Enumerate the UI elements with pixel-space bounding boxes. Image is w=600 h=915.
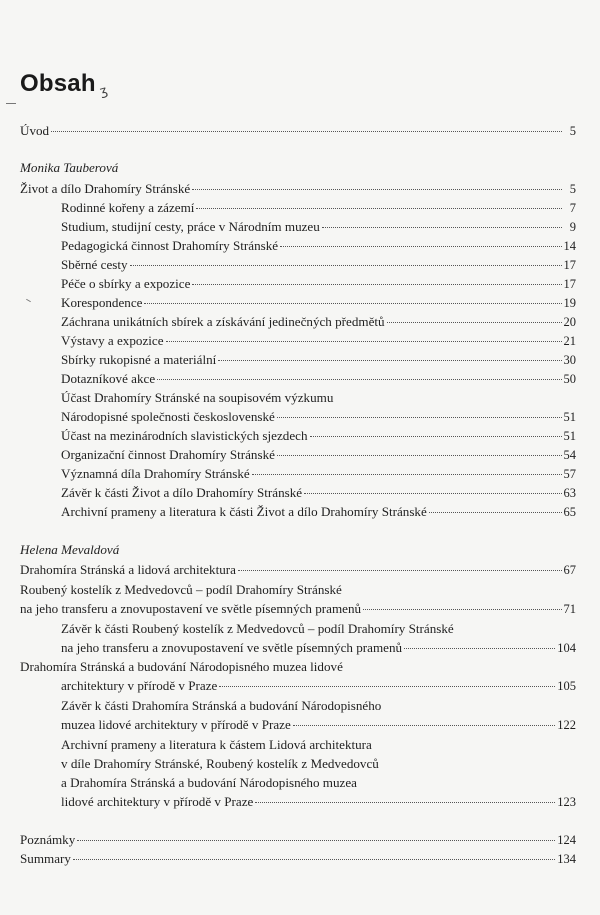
dot-leader xyxy=(77,839,555,841)
toc-entry-title: Záchrana unikátních sbírek a získávání jedinečných předmětů xyxy=(61,314,385,329)
dot-leader xyxy=(196,207,562,209)
toc-entry-title: Poznámky xyxy=(20,832,76,847)
toc-entry-page: 9 xyxy=(569,220,576,234)
toc-entry[interactable] xyxy=(61,408,576,426)
toc-entry-line: Roubený kostelík z Medvedovců – podíl Drahomíry Stránské xyxy=(20,582,342,597)
toc-entry-page: 123 xyxy=(557,795,576,809)
toc-entry-title: Sběrné cesty xyxy=(61,257,128,272)
dot-leader xyxy=(322,226,562,228)
toc-entry[interactable] xyxy=(61,465,576,483)
toc-entry-title: Archivní prameny a literatura k části Život a dílo Drahomíry Stránské xyxy=(61,504,427,519)
toc-entry-page: 21 xyxy=(563,334,576,348)
dot-leader xyxy=(280,245,561,247)
toc-entry[interactable] xyxy=(61,370,576,388)
dot-leader xyxy=(387,321,562,323)
toc-entry-line: Závěr k části Roubený kostelík z Medvedovců – podíl Drahomíry Stránské xyxy=(61,621,454,636)
dot-leader xyxy=(73,858,555,860)
toc-entry[interactable] xyxy=(61,294,576,312)
dot-leader xyxy=(310,435,562,437)
toc-entry-title: Studium, studijní cesty, práce v Národním muzeu xyxy=(61,219,320,234)
author-name: Monika Tauberová xyxy=(20,160,119,175)
dot-leader xyxy=(404,647,555,649)
toc-entry[interactable] xyxy=(61,237,576,255)
toc-entry-part[interactable] xyxy=(20,561,576,579)
toc-entry-title: lidové architektury v přírodě v Praze xyxy=(61,794,254,809)
toc-entry-title: architektury v přírodě v Praze xyxy=(61,678,218,693)
toc-entry-title: Sbírky rukopisné a materiální xyxy=(61,352,217,367)
toc-entry-page: 17 xyxy=(563,258,576,272)
scan-speck xyxy=(26,299,31,302)
toc-entry-title: Drahomíra Stránská a lidová architektura xyxy=(20,562,236,577)
scan-speck xyxy=(6,103,16,104)
dot-leader xyxy=(166,340,562,342)
toc-entry-line: Závěr k části Drahomíra Stránská a budování Národopisného xyxy=(61,698,382,713)
dot-leader xyxy=(192,188,562,190)
toc-entry[interactable] xyxy=(61,218,576,236)
toc-entry-title: Závěr k části Život a dílo Drahomíry Stránské xyxy=(61,485,303,500)
toc-entry-line: Účast Drahomíry Stránské na soupisovém výzkumu xyxy=(61,390,334,405)
dot-leader xyxy=(252,473,562,475)
dot-leader xyxy=(304,492,561,494)
toc-entry[interactable] xyxy=(61,484,576,502)
toc-entry-title: Úvod xyxy=(20,123,50,138)
dot-leader xyxy=(363,608,561,610)
dot-leader xyxy=(130,264,562,266)
toc-entry-page: 71 xyxy=(563,602,576,616)
toc-entry-page: 54 xyxy=(563,448,576,462)
toc-entry[interactable] xyxy=(61,446,576,464)
dot-leader xyxy=(238,569,562,571)
toc-entry[interactable] xyxy=(20,600,576,618)
toc-entry-page: 57 xyxy=(563,467,576,481)
author-name: Helena Mevaldová xyxy=(20,542,120,557)
toc-entry-title: Život a dílo Drahomíry Stránské xyxy=(20,181,191,196)
toc-entry-page: 122 xyxy=(557,718,576,732)
toc-entry-page: 19 xyxy=(563,296,576,310)
toc-entry[interactable] xyxy=(61,313,576,331)
toc-entry-line: a Drahomíra Stránská a budování Národopisného muzea xyxy=(61,775,357,790)
toc-entry-uvod[interactable] xyxy=(20,122,576,140)
toc-entry[interactable] xyxy=(61,332,576,350)
pencil-mark: ʒ xyxy=(98,83,110,100)
dot-leader xyxy=(429,511,562,513)
dot-leader xyxy=(277,454,562,456)
toc-entry[interactable] xyxy=(61,677,576,695)
toc-entry-title: Rodinné kořeny a zázemí xyxy=(61,200,195,215)
toc-entry-summary[interactable] xyxy=(20,850,576,868)
toc-entry[interactable] xyxy=(61,256,576,274)
toc-entry-page: 30 xyxy=(563,353,576,367)
toc-entry-title: Summary xyxy=(20,851,71,866)
toc-entry[interactable] xyxy=(61,793,576,811)
toc-entry-title: Pedagogická činnost Drahomíry Stránské xyxy=(61,238,279,253)
toc-entry-page: 65 xyxy=(563,505,576,519)
page-title: Obsah xyxy=(20,70,96,97)
toc-entry-page: 67 xyxy=(563,563,576,577)
toc-entry-part[interactable] xyxy=(20,180,576,198)
toc-entry-title: Organizační činnost Drahomíry Stránské xyxy=(61,447,275,462)
dot-leader xyxy=(192,283,561,285)
toc-entry-title: muzea lidové architektury v přírodě v Praze xyxy=(61,717,291,732)
toc-entry-page: 51 xyxy=(563,429,576,443)
toc-entry-page: 134 xyxy=(557,852,576,866)
dot-leader xyxy=(218,359,561,361)
toc-entry[interactable] xyxy=(61,639,576,657)
toc-entry-line: v díle Drahomíry Stránské, Roubený kostelík z Medvedovců xyxy=(61,756,379,771)
toc-entry-page: 17 xyxy=(563,277,576,291)
toc-entry-title: Významná díla Drahomíry Stránské xyxy=(61,466,250,481)
dot-leader xyxy=(219,685,555,687)
toc-entry-poznamky[interactable] xyxy=(20,831,576,849)
toc-entry[interactable] xyxy=(61,199,576,217)
dot-leader xyxy=(144,302,561,304)
toc-entry-page: 105 xyxy=(557,679,576,693)
toc-entry-title: Výstavy a expozice xyxy=(61,333,164,348)
toc-entry-page: 20 xyxy=(563,315,576,329)
dot-leader xyxy=(293,724,555,726)
toc-entry-title: Péče o sbírky a expozice xyxy=(61,276,191,291)
toc-entry-title: Dotazníkové akce xyxy=(61,371,156,386)
dot-leader xyxy=(51,130,562,132)
toc-entry-page: 51 xyxy=(563,410,576,424)
toc-entry-page: 14 xyxy=(563,239,576,253)
toc-entry-page: 5 xyxy=(569,182,576,196)
toc-entry-line: Archivní prameny a literatura k částem Lidová architektura xyxy=(61,737,372,752)
toc-entry-title: Národopisné společnosti československé xyxy=(61,409,275,424)
toc-entry-page: 5 xyxy=(569,124,576,138)
toc-entry[interactable] xyxy=(61,503,576,521)
toc-entry-page: 104 xyxy=(557,641,576,655)
toc-entry-title: na jeho transferu a znovupostavení ve světle písemných pramenů xyxy=(20,601,362,616)
toc-entry-page: 7 xyxy=(569,201,576,215)
dot-leader xyxy=(277,416,562,418)
toc-entry-page: 63 xyxy=(563,486,576,500)
toc-entry-page: 50 xyxy=(563,372,576,386)
toc-entry-line: Drahomíra Stránská a budování Národopisného muzea lidové xyxy=(20,659,343,674)
toc-entry-page: 124 xyxy=(557,833,576,847)
dot-leader xyxy=(255,801,555,803)
toc-entry-title: Účast na mezinárodních slavistických sjezdech xyxy=(61,428,308,443)
toc-entry-title: Korespondence xyxy=(61,295,143,310)
dot-leader xyxy=(157,378,561,380)
toc-entry[interactable] xyxy=(61,427,576,445)
toc-entry[interactable] xyxy=(61,351,576,369)
toc-entry[interactable] xyxy=(61,716,576,734)
toc-entry[interactable] xyxy=(61,275,576,293)
toc-entry-title: na jeho transferu a znovupostavení ve světle písemných pramenů xyxy=(61,640,403,655)
